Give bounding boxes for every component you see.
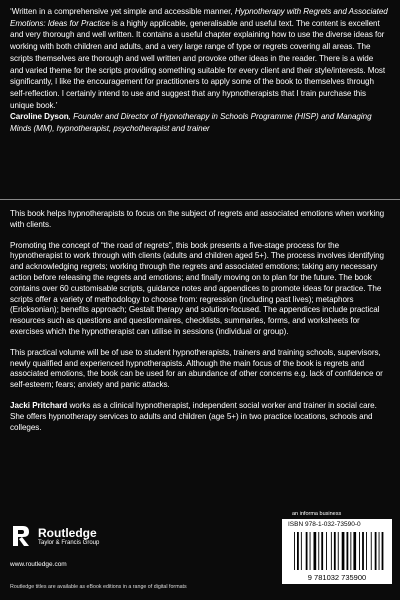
endorsement-attribution (10, 111, 388, 134)
barcode-bar (379, 532, 380, 570)
isbn-number: ISBN 978-1-032-73590-0 (288, 521, 361, 528)
barcode-digits: 9 781032 735900 (307, 573, 367, 582)
description-paragraph-3: This practical volume will be of use to student hypnotherapists, trainers and training schools, supervisors, newly qualified and experienced hypnotherapists. Although the main focus of the book is regrets and associated emotions, the book can be used for an abundance of other concerns e.g. lack of confidence or self-esteem; fears; anxiety and panic attacks. (10, 347, 383, 390)
divider (0, 199, 400, 200)
barcode-bar (321, 532, 323, 570)
barcode-bar (366, 532, 367, 570)
barcode-bar (359, 532, 360, 570)
publisher-name: Routledge (38, 526, 97, 540)
quote-book-title: Hypnotherapy with Regrets and Associated Emotions: Ideas for Practice (10, 7, 388, 28)
barcode-bar (294, 532, 295, 570)
barcode-bar (306, 532, 308, 570)
barcode-bar (375, 532, 377, 570)
quote-end: is a highly applicable, generalisable and useful text. The content is excellent and very thorough and well written. It contains a useful chapter explaining how to use the diverse ideas for working with both children and adults, and a very large range of type or regrets covering all areas. The scripts themselves are thorough and well written and provoke other ideas in the reader. There is a wide and varied theme for the scripts providing something suitable for every client and their style/interests. Most significantly, I like the encouragement for practitioners to apply some of the book to themselves through self-reflection. I certainly intend to use and suggest that any hypnotherapists that I train purchase this unique book.’ (10, 18, 386, 110)
informa-label: an informa business (292, 511, 342, 517)
barcode-bar (382, 532, 384, 570)
barcode-bar (342, 532, 345, 570)
publisher-url[interactable]: www.routledge.com (10, 561, 67, 568)
barcode-bar (310, 532, 311, 570)
book-description (10, 209, 388, 443)
publisher-logo (10, 524, 140, 556)
barcode-graphic (286, 530, 388, 582)
author-bio (10, 401, 388, 433)
quote-start: ‘Written in a comprehensive yet simple and accessible manner, (10, 7, 235, 16)
barcode-bar (326, 532, 327, 570)
description-paragraph-1: This book helps hypnotherapists to focus on the subject of regrets and associated emotions when working with clients. (10, 209, 385, 229)
barcode-bar (297, 532, 299, 570)
barcode-bar (371, 532, 372, 570)
barcode-bar (318, 532, 319, 570)
reviewer-role: , Founder and Director of Hypnotherapy in Schools Programme (HISP) and Managing Minds (MM), hypnotherapist, psychotherapist and trainer (10, 112, 372, 134)
barcode-bar (362, 532, 364, 570)
barcode-bar (347, 532, 349, 570)
barcode-bar (314, 532, 317, 570)
barcode-bar (331, 532, 332, 570)
barcode-bar (353, 532, 356, 570)
endorsement-quote (10, 6, 388, 111)
publisher-subtitle: Taylor & Francis Group (38, 540, 100, 546)
endorsement-block (10, 6, 388, 135)
description-paragraph-2: Promoting the concept of “the road of regrets”, this book presents a five-stage process for the hypnotherapist to work through with clients (adults and children aged 5+). The process involves identifying and acknowledging regrets; working through the regrets and associated emotions; taking any necessary action before releasing the regrets and emotions; and finally moving on to plan for the future. The book contains over 60 customisable scripts, guidance notes and appendices to promote ideas for practice. The scripts offer a variety of methodology to choose from: regression (including past lives); metaphors (Ericksonian); benefits approach; Gestalt therapy and solution-focused. The appendices include practical resources such as questions and questionnaires, checklists, summaries, forms, and worksheets for exercises which the hypnotherapist can utilise in sessions (individual or group). (10, 240, 384, 336)
isbn-barcode (282, 519, 392, 584)
reviewer-name: Caroline Dyson (10, 112, 69, 122)
author-bio-text: works as a clinical hypnotherapist, independent social worker and trainer in social care. She offers hypnotherapy services to adults and children (age 5+) in two practice locations, schools and colleges. (10, 400, 377, 432)
routledge-r-icon (10, 524, 32, 548)
ebook-note: Routledge titles are available as eBook editions in a range of digital formats (10, 584, 187, 590)
barcode-bar (301, 532, 302, 570)
barcode-bar (350, 532, 351, 570)
author-name: Jacki Pritchard (10, 400, 68, 410)
barcode-bar (334, 532, 336, 570)
barcode-bar (338, 532, 339, 570)
